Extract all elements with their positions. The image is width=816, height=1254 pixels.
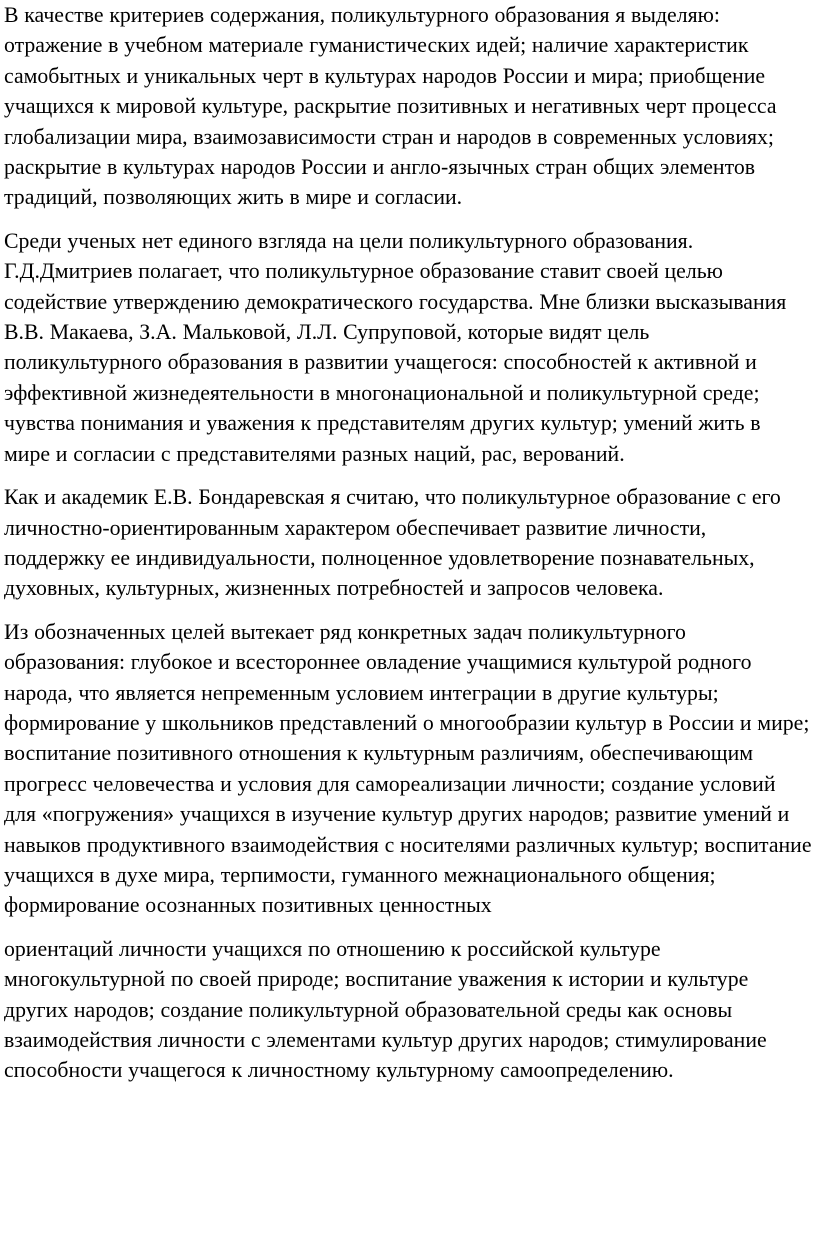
paragraph-bondarevskaya: Как и академик Е.В. Бондаревская я считаю, что поликультурное образование с его личностно-ориентированным характером обеспечивает развитие личности, поддержку ее индивидуальности, полноценное удовлетворение познавательных, духовных, культурных, жизненных потребностей и запросов человека. bbox=[4, 485, 781, 601]
paragraph-criteria: В качестве критериев содержания, поликультурного образования я выделяю: отражение в учебном материале гуманистических идей; наличие характеристик самобытных и уникальных черт в культурах народов России и мира; приобщение учащихся к мировой культуре, раскрытие позитивных и негативных черт процесса глобализации мира, взаимозависимости стран и народов в современных условиях; раскрытие в культурах народов России и англо-язычных стран общих элементов традиций, позволяющих жить в мире и согласии. bbox=[4, 3, 777, 210]
paragraph-goals: Среди ученых нет единого взгляда на цели поликультурного образования. Г.Д.Дмитриев полагает, что поликультурное образование ставит своей целью содействие утверждению демократического государства. Мне близки высказывания В.В. Макаева, З.А. Мальковой, Л.Л. Супруповой, которые видят цель поликультурного образования в развитии учащегося: способностей к активной и эффективной жизнедеятельности в многонациональной и поликультурной среде; чувства понимания и уважения к представителям других культур; умений жить в мире и согласии с представителями разных наций, рас, верований. bbox=[4, 228, 787, 466]
paragraph-tasks: Из обозначенных целей вытекает ряд конкретных задач поликультурного образования: глубокое и всестороннее овладение учащимися культурой родного народа, что является непременным условием интеграции в другие культуры; формирование у школьников представлений о многообразии культур в России и мире; воспитание позитивного отношения к культурным различиям, обеспечивающим прогресс человечества и условия для самореализации личности; создание условий для «погружения» учащихся в изучение культур других народов; развитие умений и навыков продуктивного взаимодействия с носителями различных культур; воспитание учащихся в духе мира, терпимости, гуманного межнационального общения; формирование осознанных позитивных ценностных bbox=[4, 619, 812, 918]
paragraph-orientations: ориентаций личности учащихся по отношению к российской культуре многокультурной по своей природе; воспитание уважения к истории и культуре других народов; создание поликультурной образовательной среды как основы взаимодействия личности с элементами культур других народов; стимулирование способности учащегося к личностному культурному самоопределению. bbox=[4, 936, 767, 1083]
